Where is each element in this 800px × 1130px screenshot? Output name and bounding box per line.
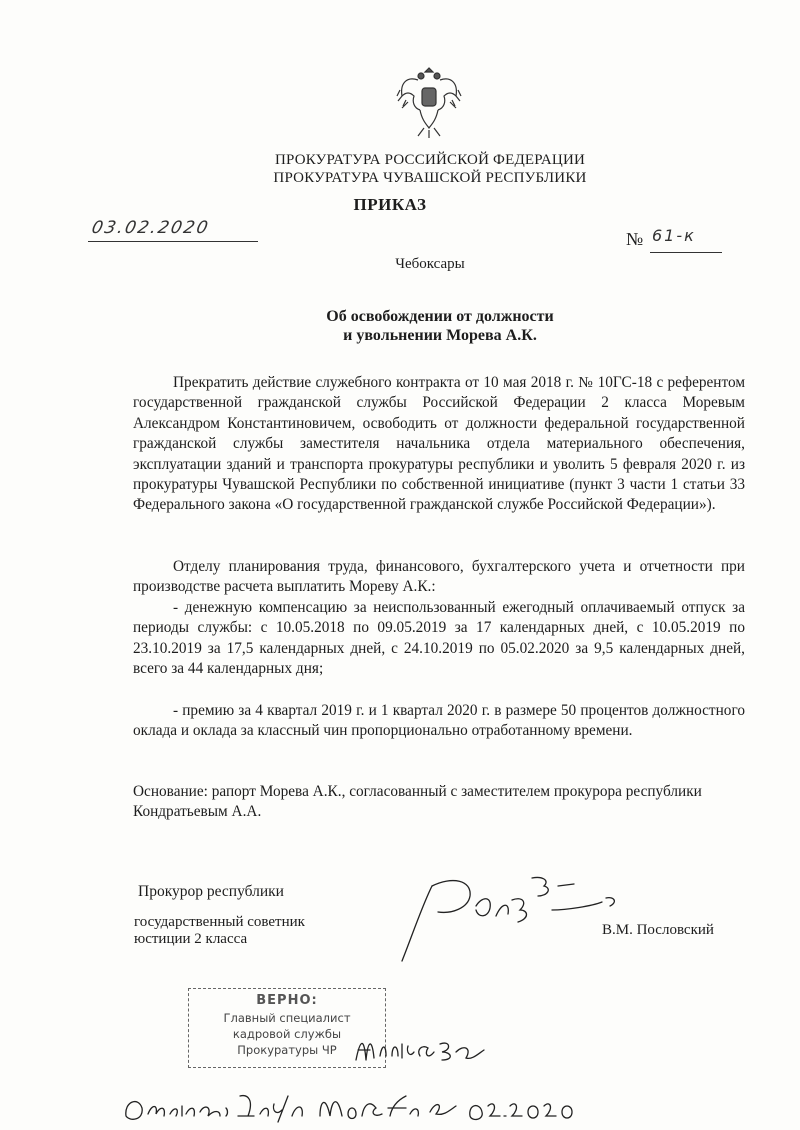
signatory-rank-line2: юстиции 2 класса bbox=[134, 931, 248, 947]
org-name-line1: ПРОКУРАТУРА РОССИЙСКОЙ ФЕДЕРАЦИИ bbox=[274, 152, 586, 168]
paragraph-payment-instruction: Отделу планирования труда, финансового, бухгалтерского учета и отчетности при производстве расчета выплатить Мореву А.К.: bbox=[133, 558, 745, 596]
number-underline bbox=[650, 252, 722, 253]
signatory-name: В.М. Пословский bbox=[602, 922, 714, 938]
paragraph-basis: Основание: рапорт Морева А.К., согласованный с заместителем прокурора республики Кондратьевым А.А. bbox=[133, 783, 702, 821]
paragraph-bonus: - премию за 4 квартал 2019 г. и 1 квартал 2020 г. в размере 50 процентов должностного оклада и оклада за классный чин пропорционально отработанному времени. bbox=[133, 702, 745, 740]
acknowledgement-handwritten bbox=[120, 1086, 600, 1128]
subject-line1: Об освобождении от должности bbox=[326, 308, 554, 325]
stamp-line3: Прокуратуры ЧР bbox=[237, 1043, 337, 1057]
coat-of-arms-icon bbox=[396, 62, 462, 140]
org-name-line2: ПРОКУРАТУРА ЧУВАШСКОЙ РЕСПУБЛИКИ bbox=[273, 170, 587, 186]
city: Чебоксары bbox=[395, 256, 465, 272]
stamp-heading: ВЕРНО: bbox=[256, 993, 318, 1008]
handwritten-date: 03.02.2020 bbox=[89, 218, 212, 238]
signatory-rank-line1: государственный советник bbox=[134, 914, 305, 930]
stamp-handwritten-signature bbox=[352, 1030, 492, 1070]
subject-line2: и увольнении Морева А.К. bbox=[343, 327, 537, 344]
date-underline bbox=[88, 240, 258, 242]
handwritten-signature bbox=[392, 866, 642, 966]
stamp-line2: кадровой службы bbox=[232, 1027, 342, 1041]
handwritten-number: 61-к bbox=[652, 226, 696, 245]
signatory-rank bbox=[134, 914, 305, 948]
signatory-title: Прокурор республики bbox=[138, 883, 284, 900]
document-type: ПРИКАЗ bbox=[353, 195, 427, 214]
paragraph-vacation-compensation: - денежную компенсацию за неиспользованный ежегодный оплачиваемый отпуск за периоды службы: с 10.05.2018 по 09.05.2019 за 17 календарных дней, с 10.05.2019 по 23.10.2019 за 17,5 календарных дней, с 24.10.2019 по 05.02.2020 за 9,5 календарных дней, всего за 44 календарных дня; bbox=[133, 599, 745, 678]
stamp-line1: Главный специалист bbox=[223, 1011, 351, 1025]
number-label: № bbox=[626, 229, 644, 249]
paragraph-termination: Прекратить действие служебного контракта от 10 мая 2018 г. № 10ГС-18 с референтом государственной гражданской службы Российской Федерации 2 класса Моревым Александром Константиновичем, освободить от должности федеральной государственной гражданской службы заместителя начальника отдела материального обеспечения, эксплуатации зданий и транспорта прокуратуры республики и уволить 5 февраля 2020 г. из прокуратуры Чувашской Республики по собственной инициативе (пункт 3 части 1 статьи 33 Федерального закона «О государственной гражданской службе Российской Федерации»). bbox=[133, 374, 745, 514]
